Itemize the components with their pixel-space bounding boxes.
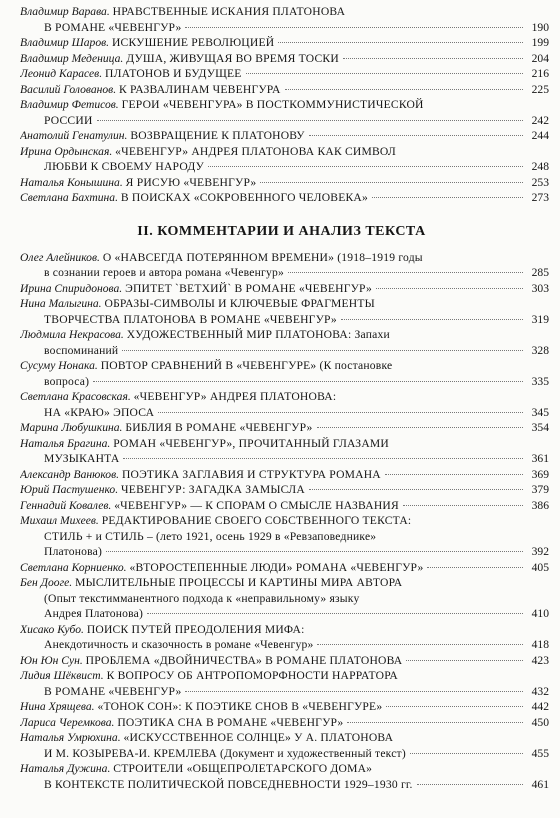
toc-entry-leader-dots bbox=[147, 613, 523, 614]
toc-entry-author: Светлана Красовская. bbox=[20, 390, 131, 403]
toc-entry-leader-dots bbox=[347, 722, 523, 723]
toc-entry-title: ЭПИТЕТ `ВЕТХИЙ` В РОМАНЕ «ЧЕВЕНГУР» bbox=[125, 281, 372, 295]
toc-entry-author: Михаил Михеев. bbox=[20, 514, 99, 527]
toc-entry-leader-dots bbox=[288, 272, 523, 273]
toc-entry-author: Ирина Спиридонова. bbox=[20, 281, 123, 295]
toc-entry-continuation-line bbox=[44, 544, 549, 560]
toc-entry-text bbox=[20, 560, 423, 576]
toc-entry-first-line bbox=[20, 730, 549, 746]
toc-entry-text bbox=[20, 731, 393, 744]
toc-entry bbox=[14, 560, 549, 576]
toc-entry-page-number: 248 bbox=[531, 160, 549, 173]
toc-entry bbox=[14, 715, 549, 731]
toc-list-top bbox=[14, 4, 549, 206]
toc-entry-first-line bbox=[20, 250, 549, 266]
toc-entry-text bbox=[44, 312, 337, 328]
toc-entry-leader-dots bbox=[417, 784, 523, 785]
toc-entry-first-line bbox=[20, 653, 549, 669]
section-heading: II. КОММЕНТАРИИ И АНАЛИЗ ТЕКСТА bbox=[137, 223, 426, 239]
toc-entry-author: Владимир Варава. bbox=[20, 5, 110, 18]
toc-entry bbox=[14, 389, 549, 420]
toc-entry-page-number: 345 bbox=[531, 405, 549, 419]
toc-entry-author: Анатолий Генатулин. bbox=[20, 129, 128, 142]
toc-entry-text bbox=[20, 390, 336, 403]
toc-entry-page-number: 405 bbox=[531, 560, 549, 574]
toc-entry-leader-dots bbox=[285, 89, 523, 90]
toc-entry-first-line bbox=[20, 358, 549, 374]
toc-entry-first-line bbox=[20, 715, 549, 731]
toc-entry-title: ПЛАТОНОВ И БУДУЩЕЕ bbox=[105, 67, 242, 80]
toc-entry-first-line bbox=[20, 761, 549, 777]
toc-entry-continuation-line bbox=[44, 343, 549, 359]
toc-entry-continuation-line bbox=[44, 405, 549, 421]
toc-entry-continuation-line bbox=[44, 312, 549, 328]
toc-entry-title: ОБРАЗЫ-СИМВОЛЫ И КЛЮЧЕВЫЕ ФРАГМЕНТЫ bbox=[104, 297, 375, 310]
toc-entry-first-line bbox=[20, 281, 549, 297]
toc-entry-text bbox=[20, 251, 423, 264]
toc-entry-text bbox=[20, 82, 281, 98]
toc-entry-continuation-line bbox=[44, 451, 549, 467]
toc-entry bbox=[14, 82, 549, 98]
toc-entry-title: ГЕРОИ «ЧЕВЕНГУРА» В ПОСТКОММУНИСТИЧЕСКОЙ bbox=[121, 98, 424, 111]
toc-entry-author: Светлана Бахтина. bbox=[20, 191, 118, 204]
toc-entry-author: Наталья Брагина. bbox=[20, 436, 111, 450]
toc-entry-title: Анекдотичность и сказочность в романе «Чевенгур» bbox=[44, 638, 314, 651]
toc-entry-author: Владимир Меденица. bbox=[20, 51, 124, 65]
toc-entry-author: Василий Голованов. bbox=[20, 82, 117, 96]
toc-entry-text bbox=[20, 175, 256, 191]
toc-entry-page-number: 253 bbox=[531, 175, 549, 189]
toc-entry-text bbox=[44, 606, 143, 622]
toc-entry-text bbox=[44, 592, 359, 605]
toc-entry bbox=[14, 35, 549, 51]
toc-entry-title: «ВТОРОСТЕПЕННЫЕ ЛЮДИ» РОМАНА «ЧЕВЕНГУР» bbox=[129, 560, 424, 574]
toc-entry-text bbox=[20, 328, 390, 341]
toc-entry-title: МЫСЛИТЕЛЬНЫЕ ПРОЦЕССЫ И КАРТИНЫ МИРА АВТОРА bbox=[75, 576, 403, 589]
toc-entry-text bbox=[20, 467, 381, 483]
toc-entry-text bbox=[44, 637, 313, 653]
toc-entry-leader-dots bbox=[185, 27, 523, 28]
toc-entry-text bbox=[44, 405, 154, 421]
toc-entry-text bbox=[20, 281, 372, 297]
toc-entry-page-number: 455 bbox=[531, 746, 549, 760]
toc-entry-title: РОССИИ bbox=[44, 113, 93, 127]
toc-entry-leader-dots bbox=[410, 753, 523, 754]
toc-entry bbox=[14, 668, 549, 699]
toc-entry-text bbox=[20, 715, 343, 731]
toc-entry-first-line bbox=[20, 622, 549, 638]
toc-entry-author: Наталья Умрюхина. bbox=[20, 731, 121, 744]
toc-entry bbox=[14, 144, 549, 175]
toc-entry-page-number: 423 bbox=[531, 653, 549, 667]
toc-entry-text bbox=[20, 576, 402, 589]
toc-entry bbox=[14, 498, 549, 514]
toc-entry-page-number: 199 bbox=[531, 36, 549, 49]
toc-entry-text bbox=[20, 699, 382, 715]
toc-entry-title: РОМАН «ЧЕВЕНГУР», ПРОЧИТАННЫЙ ГЛАЗАМИ bbox=[113, 436, 389, 450]
toc-entry-page-number: 335 bbox=[531, 374, 549, 388]
toc-entry-title: «ТОНОК СОН»: К ПОЭТИКЕ СНОВ В «ЧЕВЕНГУРЕ» bbox=[97, 700, 383, 713]
toc-entry-leader-dots bbox=[386, 706, 523, 707]
toc-entry-title: ЧЕВЕНГУР: ЗАГАДКА ЗАМЫСЛА bbox=[121, 483, 305, 496]
toc-entry-author: Наталья Дужина. bbox=[20, 762, 111, 775]
toc-entry-leader-dots bbox=[123, 458, 523, 459]
toc-entry-first-line bbox=[20, 97, 549, 113]
toc-entry-title: СТРОИТЕЛИ «ОБЩЕПРОЛЕТАРСКОГО ДОМА» bbox=[113, 762, 373, 775]
toc-entry-leader-dots bbox=[185, 691, 523, 692]
toc-entry-title: ВОЗВРАЩЕНИЕ К ПЛАТОНОВУ bbox=[130, 129, 305, 142]
toc-entry-author: Светлана Корниенко. bbox=[20, 560, 127, 574]
toc-entry-title: И М. КОЗЫРЕВА-И. КРЕМЛЕВА (Документ и художественный текст) bbox=[44, 746, 406, 760]
toc-entry-leader-dots bbox=[122, 350, 523, 351]
toc-entry-title: ПОЭТИКА ЗАГЛАВИЯ И СТРУКТУРА РОМАНА bbox=[121, 467, 381, 481]
toc-entry bbox=[14, 175, 549, 191]
toc-entry-title: ДУША, ЖИВУЩАЯ ВО ВРЕМЯ ТОСКИ bbox=[126, 51, 339, 65]
toc-entry bbox=[14, 761, 549, 792]
toc-entry-title: ПОВТОР СРАВНЕНИЙ В «ЧЕВЕНГУРЕ» (К постановке bbox=[100, 359, 393, 372]
toc-entry-title: ПРОБЛЕМА «ДВОЙНИЧЕСТВА» В РОМАНЕ ПЛАТОНОВА bbox=[85, 653, 403, 667]
toc-entry-first-line bbox=[20, 51, 549, 67]
toc-entry-author: Юн Юн Сун. bbox=[20, 653, 83, 667]
toc-entry-text bbox=[20, 66, 242, 82]
toc-entry-first-line bbox=[20, 4, 549, 20]
toc-entry-title: СТИЛЬ + и СТИЛЬ – (лето 1921, осень 1929 в «Ревзаповеднике» bbox=[44, 529, 377, 543]
toc-entry-title: В ПОИСКАХ «СОКРОВЕННОГО ЧЕЛОВЕКА» bbox=[120, 191, 368, 204]
toc-entry-page-number: 354 bbox=[531, 421, 549, 434]
toc-entry-title: БИБЛИЯ В РОМАНЕ «ЧЕВЕНГУР» bbox=[125, 421, 313, 434]
toc-entry-text bbox=[44, 374, 89, 390]
toc-entry-text bbox=[20, 297, 375, 310]
toc-entry-page-number: 303 bbox=[531, 281, 549, 295]
toc-entry-title: НРАВСТВЕННЫЕ ИСКАНИЯ ПЛАТОНОВА bbox=[112, 5, 346, 18]
toc-entry-author: Людмила Некрасова. bbox=[20, 328, 124, 341]
toc-entry-text bbox=[44, 684, 181, 700]
toc-entry-leader-dots bbox=[343, 58, 523, 59]
toc-entry-continuation-line bbox=[44, 20, 549, 36]
toc-entry-continuation-line bbox=[44, 265, 549, 281]
toc-entry-page-number: 432 bbox=[531, 684, 549, 698]
toc-entry-title: О «НАВСЕГДА ПОТЕРЯННОМ ВРЕМЕНИ» (1918–1919 годы bbox=[102, 250, 423, 264]
toc-entry bbox=[14, 190, 549, 206]
toc-entry-first-line bbox=[20, 296, 549, 312]
toc-entry-leader-dots bbox=[309, 489, 523, 490]
toc-entry-first-line bbox=[20, 82, 549, 98]
toc-entry-continuation-line bbox=[44, 637, 549, 653]
toc-entry bbox=[14, 575, 549, 622]
toc-entry bbox=[14, 128, 549, 144]
toc-entry-first-line bbox=[20, 35, 549, 51]
toc-entry-title: Андрея Платонова) bbox=[44, 607, 144, 620]
toc-entry-text bbox=[20, 420, 313, 436]
toc-entry bbox=[14, 513, 549, 560]
toc-entry-leader-dots bbox=[158, 412, 523, 413]
toc-entry-page-number: 410 bbox=[531, 607, 549, 620]
toc-entry-title: вопроса) bbox=[44, 374, 90, 388]
toc-entry-title: НА «КРАЮ» ЭПОСА bbox=[44, 405, 155, 419]
toc-entry-page-number: 319 bbox=[531, 312, 549, 326]
table-of-contents bbox=[14, 4, 549, 792]
toc-entry bbox=[14, 281, 549, 297]
toc-entry bbox=[14, 66, 549, 82]
toc-entry-leader-dots bbox=[246, 73, 523, 74]
toc-entry bbox=[14, 97, 549, 128]
toc-entry-text bbox=[20, 623, 305, 636]
toc-entry-text bbox=[20, 190, 368, 206]
toc-entry-continuation-line bbox=[44, 777, 549, 793]
toc-entry-text bbox=[20, 51, 339, 67]
toc-entry-author: Леонид Карасев. bbox=[20, 67, 103, 80]
toc-entry-first-line bbox=[20, 482, 549, 498]
toc-entry-leader-dots bbox=[376, 288, 523, 289]
toc-entry-first-line bbox=[20, 327, 549, 343]
toc-entry-leader-dots bbox=[372, 197, 523, 198]
toc-entry-title: ПОЭТИКА СНА В РОМАНЕ «ЧЕВЕНГУР» bbox=[117, 715, 344, 729]
toc-entry-text bbox=[44, 451, 119, 467]
toc-entry-text bbox=[20, 514, 411, 527]
toc-entry-first-line bbox=[20, 66, 549, 82]
toc-entry-author: Наталья Конышина. bbox=[20, 175, 123, 189]
toc-entry-text bbox=[20, 482, 305, 498]
toc-entry-text bbox=[20, 498, 399, 514]
toc-entry-text bbox=[44, 113, 93, 129]
toc-entry-text bbox=[20, 762, 372, 775]
toc-entry-text bbox=[20, 437, 389, 450]
toc-entry-text bbox=[20, 653, 402, 669]
toc-entry-page-number: 244 bbox=[531, 129, 549, 142]
toc-entry-page-number: 361 bbox=[531, 452, 549, 465]
toc-entry-first-line bbox=[20, 190, 549, 206]
toc-entry-title: Я РИСУЮ «ЧЕВЕНГУР» bbox=[125, 175, 257, 189]
toc-entry-title: в сознании героев и автора романа «Чевенгур» bbox=[44, 266, 284, 279]
toc-entry-leader-dots bbox=[341, 319, 523, 320]
toc-entry-leader-dots bbox=[208, 166, 523, 167]
toc-entry-leader-dots bbox=[317, 427, 524, 428]
toc-entry-title: Платонова) bbox=[44, 545, 103, 558]
toc-entry-leader-dots bbox=[97, 120, 523, 121]
toc-entry-leader-dots bbox=[93, 381, 523, 382]
toc-entry-author: Хисако Кубо. bbox=[20, 622, 84, 636]
toc-entry-leader-dots bbox=[278, 42, 523, 43]
toc-entry-leader-dots bbox=[403, 505, 523, 506]
toc-entry-text bbox=[44, 777, 413, 793]
toc-entry-continuation-line bbox=[44, 684, 549, 700]
toc-entry-continuation-line bbox=[44, 113, 549, 129]
toc-entry-leader-dots bbox=[427, 567, 523, 568]
toc-entry-text bbox=[44, 530, 376, 543]
toc-entry-first-line bbox=[20, 699, 549, 715]
toc-entry bbox=[14, 420, 549, 436]
toc-entry-first-line bbox=[20, 498, 549, 514]
toc-entry bbox=[14, 482, 549, 498]
toc-entry bbox=[14, 4, 549, 35]
toc-entry-title: ХУДОЖЕСТВЕННЫЙ МИР ПЛАТОНОВА: Запахи bbox=[126, 328, 390, 341]
toc-entry bbox=[14, 622, 549, 653]
toc-entry-author: Александр Ванюков. bbox=[20, 467, 120, 481]
toc-entry-title: «ЧЕВЕНГУР» АНДРЕЯ ПЛАТОНОВА КАК СИМВОЛ bbox=[115, 144, 396, 158]
toc-entry-continuation-line bbox=[44, 374, 549, 390]
toc-entry bbox=[14, 653, 549, 669]
toc-entry-title: В РОМАНЕ «ЧЕВЕНГУР» bbox=[44, 20, 182, 34]
toc-entry-first-line bbox=[20, 668, 549, 684]
toc-entry-page-number: 450 bbox=[531, 715, 549, 729]
toc-entry bbox=[14, 358, 549, 389]
toc-entry-author: Сусуму Нонака. bbox=[20, 359, 98, 372]
toc-entry-page-number: 216 bbox=[531, 67, 549, 80]
toc-entry-text bbox=[20, 128, 305, 144]
toc-entry bbox=[14, 296, 549, 327]
toc-entry-text bbox=[44, 159, 204, 175]
toc-entry-text bbox=[44, 544, 102, 560]
toc-entry-page-number: 190 bbox=[531, 20, 549, 34]
toc-entry-author: Бен Доогe. bbox=[20, 576, 73, 589]
toc-entry-title: «ЧЕВЕНГУР» — К СПОРАМ О СМЫСЛЕ НАЗВАНИЯ bbox=[114, 498, 399, 512]
toc-entry-author: Владимир Фетисов. bbox=[20, 98, 119, 111]
toc-entry-text bbox=[20, 98, 424, 111]
toc-entry-text bbox=[20, 359, 392, 372]
toc-entry-text bbox=[20, 145, 396, 158]
toc-entry bbox=[14, 730, 549, 761]
toc-entry-title: ЛЮБВИ К СВОЕМУ НАРОДУ bbox=[44, 160, 204, 173]
toc-entry-page-number: 242 bbox=[531, 113, 549, 127]
toc-entry-title: воспоминаний bbox=[44, 343, 119, 357]
toc-entry bbox=[14, 51, 549, 67]
toc-entry-first-line bbox=[20, 575, 549, 591]
toc-entry-title: МУЗЫКАНТА bbox=[44, 452, 120, 465]
toc-entry-title: ПОИСК ПУТЕЙ ПРЕОДОЛЕНИЯ МИФА: bbox=[86, 622, 305, 636]
toc-entry-author: Нина Малыгина. bbox=[20, 297, 102, 310]
toc-entry-leader-dots bbox=[385, 474, 523, 475]
toc-entry-first-line bbox=[20, 513, 549, 529]
toc-entry-author: Юрий Пастушенко. bbox=[20, 483, 119, 496]
toc-entry-text bbox=[44, 20, 181, 36]
toc-entry-text bbox=[44, 265, 284, 281]
toc-entry-text bbox=[20, 35, 274, 51]
toc-entry-title: ИСКУШЕНИЕ РЕВОЛЮЦИЕЙ bbox=[111, 36, 275, 49]
toc-entry-leader-dots bbox=[260, 182, 523, 183]
toc-entry-leader-dots bbox=[106, 551, 523, 552]
toc-entry-title: (Опыт текстимманентного подхода к «неправильному» языку bbox=[44, 591, 360, 605]
toc-entry-first-line bbox=[20, 144, 549, 160]
toc-entry-page-number: 418 bbox=[531, 638, 549, 651]
toc-entry-first-line bbox=[20, 389, 549, 405]
toc-entry-first-line bbox=[20, 420, 549, 436]
toc-entry-page-number: 369 bbox=[531, 467, 549, 481]
toc-entry-author: Нина Хрящева. bbox=[20, 700, 95, 713]
toc-entry bbox=[14, 436, 549, 467]
toc-entry-title: К ВОПРОСУ ОБ АНТРОПОМОРФНОСТИ НАРРАТОРА bbox=[106, 669, 398, 682]
toc-entry-page-number: 285 bbox=[531, 266, 549, 279]
toc-entry-leader-dots bbox=[406, 660, 523, 661]
toc-entry-leader-dots bbox=[309, 135, 523, 136]
toc-entry-text bbox=[20, 669, 398, 682]
toc-entry-first-line bbox=[20, 436, 549, 452]
toc-entry-title: «ЧЕВЕНГУР» АНДРЕЯ ПЛАТОНОВА: bbox=[133, 390, 337, 403]
toc-entry-first-line bbox=[20, 175, 549, 191]
toc-entry-first-line bbox=[20, 128, 549, 144]
toc-entry-author: Лариса Черемкова. bbox=[20, 715, 115, 729]
toc-entry-author: Владимир Шаров. bbox=[20, 36, 110, 49]
toc-entry-first-line bbox=[20, 467, 549, 483]
toc-list-section bbox=[14, 250, 549, 793]
toc-entry-title: В КОНТЕКСТЕ ПОЛИТИЧЕСКОЙ ПОВСЕДНЕВНОСТИ 1929–1930 гг. bbox=[44, 777, 413, 791]
toc-entry-title: К РАЗВАЛИНАМ ЧЕВЕНГУРА bbox=[119, 82, 281, 96]
toc-entry-author: Лидия Шёквист. bbox=[20, 669, 104, 682]
toc-entry-page-number: 392 bbox=[531, 545, 549, 558]
toc-entry-title: В РОМАНЕ «ЧЕВЕНГУР» bbox=[44, 684, 182, 698]
toc-entry-author: Геннадий Ковалев. bbox=[20, 498, 112, 512]
toc-entry-page-number: 379 bbox=[531, 483, 549, 496]
toc-entry-continuation-line bbox=[44, 606, 549, 622]
toc-entry bbox=[14, 327, 549, 358]
toc-entry-continuation-line bbox=[44, 591, 549, 607]
toc-entry-continuation-line bbox=[44, 159, 549, 175]
toc-entry-first-line bbox=[20, 560, 549, 576]
toc-entry-author: Олег Алейников. bbox=[20, 250, 100, 264]
toc-entry-continuation-line bbox=[44, 529, 549, 545]
toc-entry-title: «ИСКУССТВЕННОЕ СОЛНЦЕ» У А. ПЛАТОНОВА bbox=[123, 731, 394, 744]
toc-entry-title: ТВОРЧЕСТВА ПЛАТОНОВА В РОМАНЕ «ЧЕВЕНГУР» bbox=[44, 312, 337, 326]
toc-entry-text bbox=[44, 746, 406, 762]
toc-entry-text bbox=[20, 5, 345, 18]
toc-entry-page-number: 328 bbox=[531, 343, 549, 357]
toc-entry-author: Марина Любушкина. bbox=[20, 421, 123, 434]
toc-entry bbox=[14, 467, 549, 483]
toc-entry-page-number: 225 bbox=[531, 82, 549, 96]
toc-entry-leader-dots bbox=[317, 644, 523, 645]
toc-entry bbox=[14, 250, 549, 281]
toc-entry-text bbox=[44, 343, 118, 359]
toc-entry-page-number: 461 bbox=[531, 777, 549, 791]
toc-entry-author: Ирина Ордынская. bbox=[20, 144, 113, 158]
toc-entry-continuation-line bbox=[44, 746, 549, 762]
toc-entry-page-number: 386 bbox=[531, 498, 549, 512]
toc-entry-page-number: 273 bbox=[531, 191, 549, 204]
toc-entry-page-number: 442 bbox=[531, 700, 549, 713]
toc-entry bbox=[14, 699, 549, 715]
toc-entry-page-number: 204 bbox=[531, 51, 549, 65]
toc-entry-title: РЕДАКТИРОВАНИЕ СВОЕГО СОБСТВЕННОГО ТЕКСТА: bbox=[101, 514, 412, 527]
